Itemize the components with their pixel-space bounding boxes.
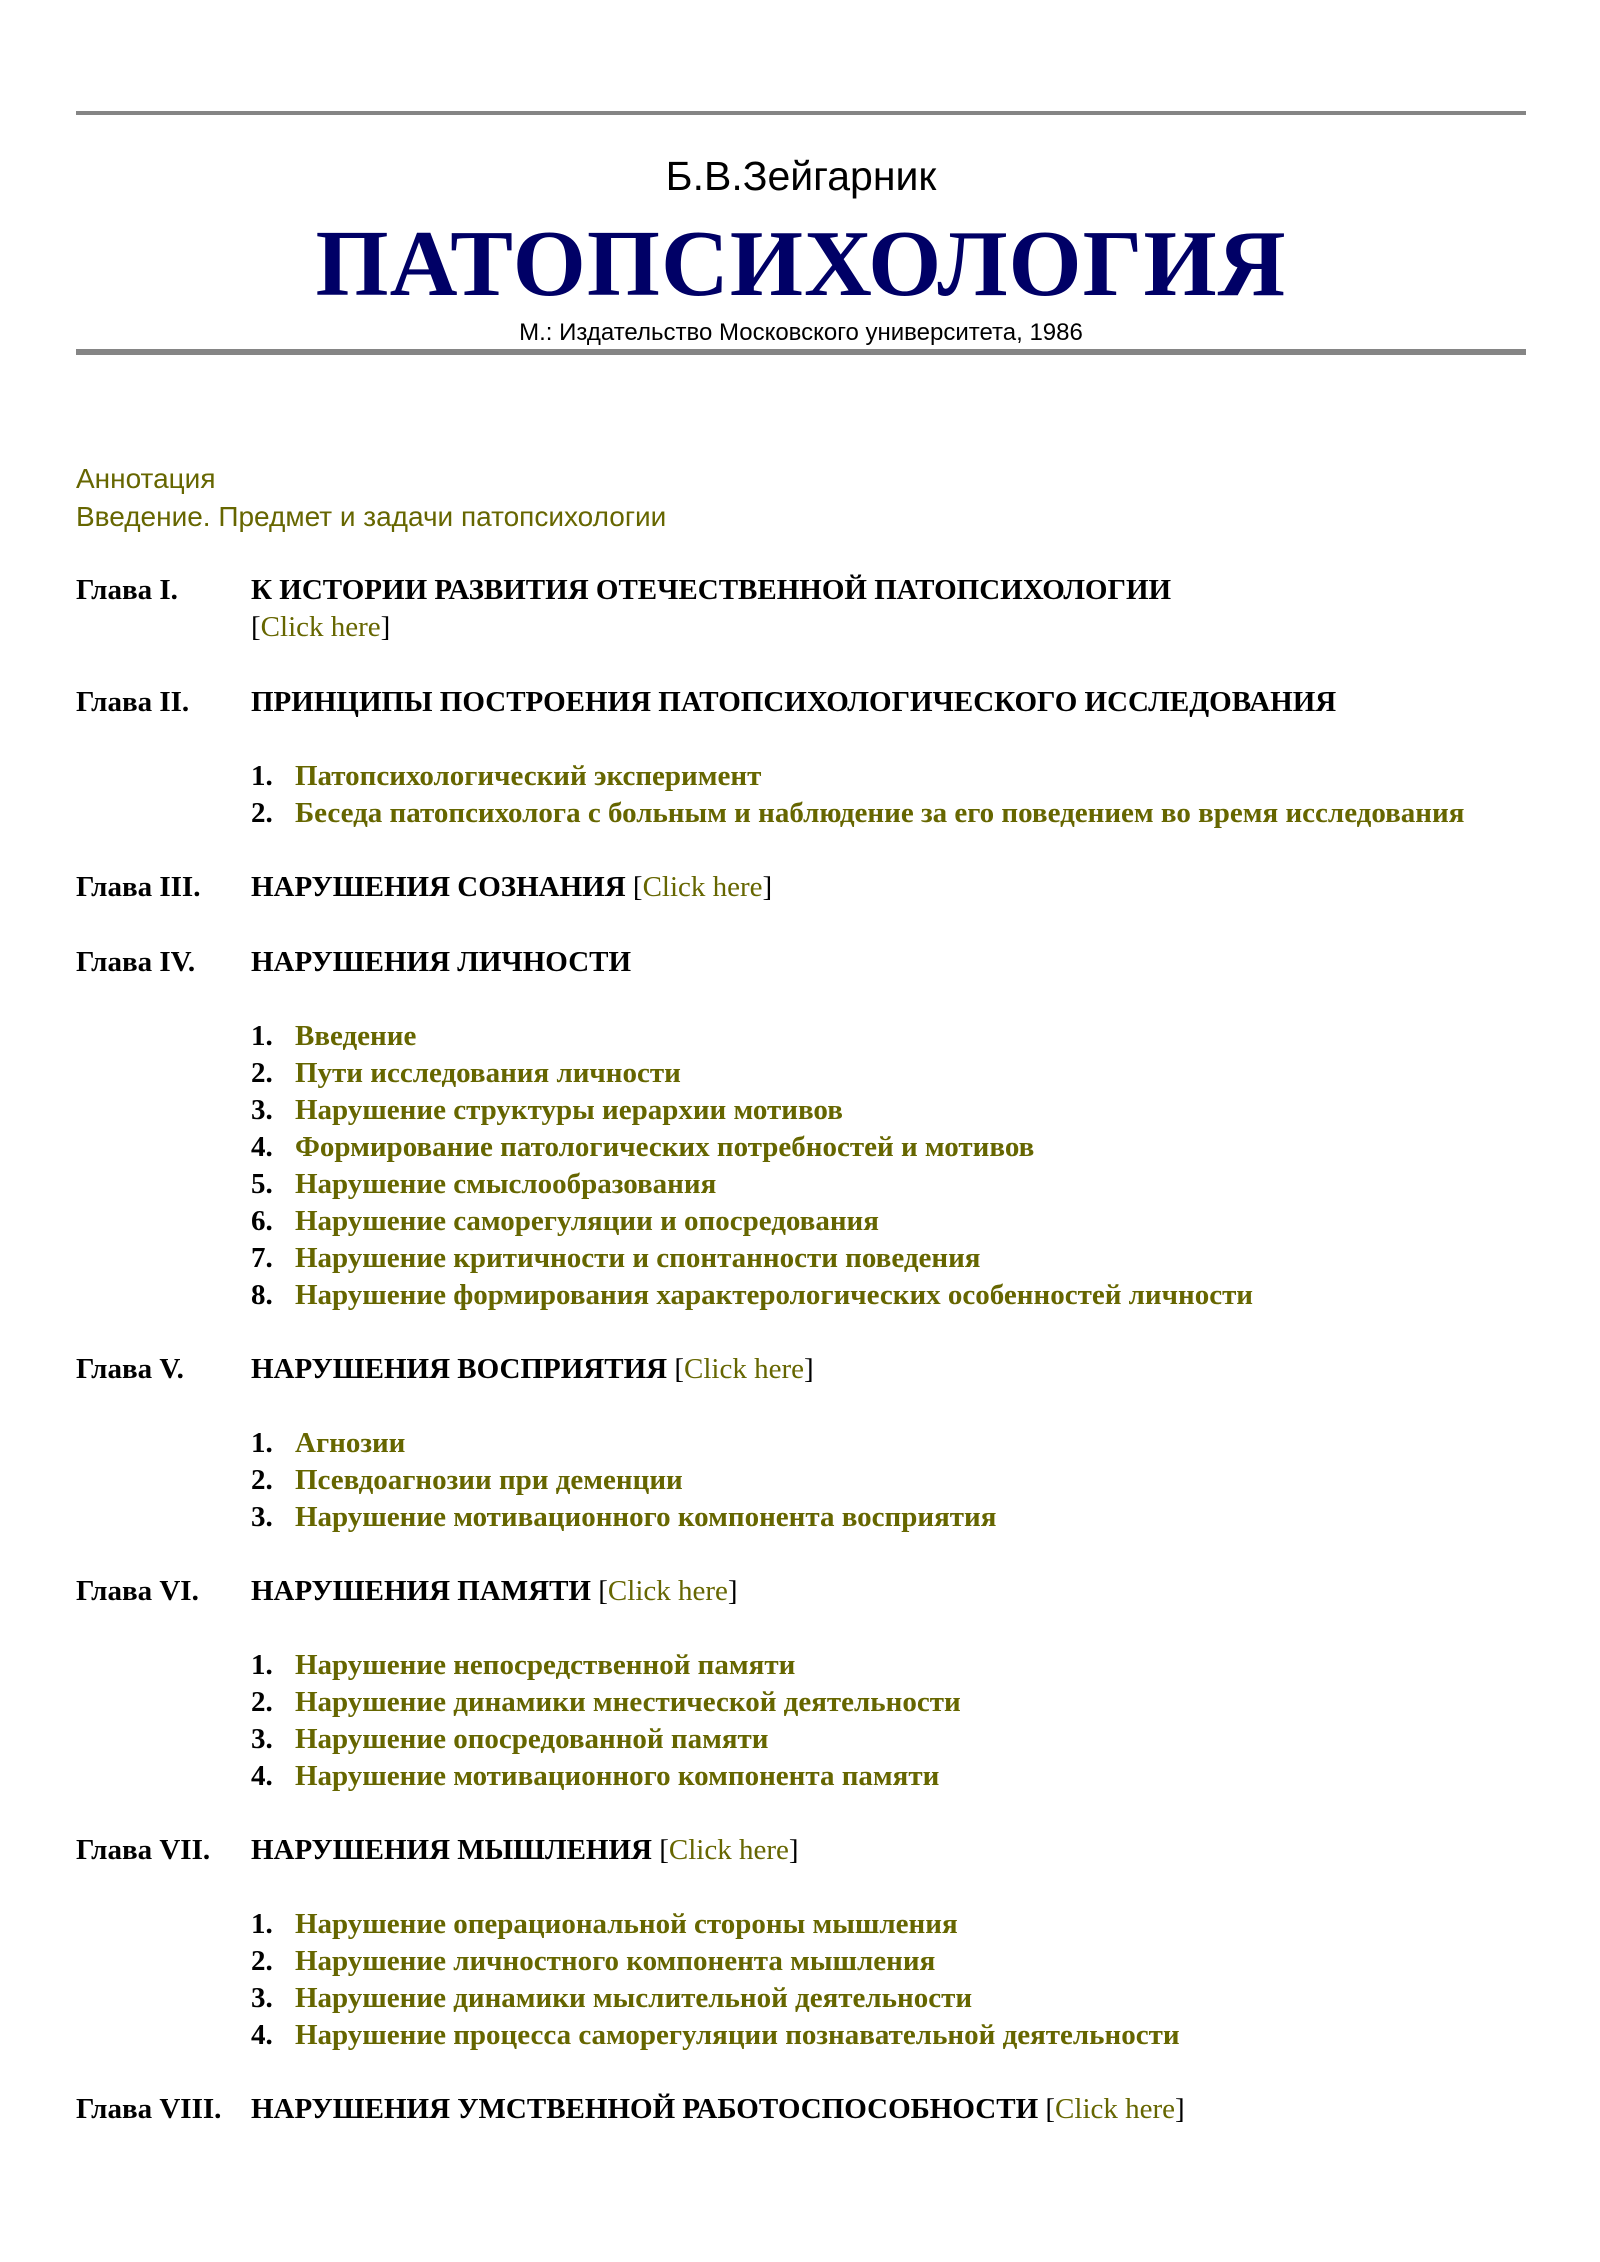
- chapter-number: Глава VII.: [76, 1834, 211, 1866]
- chapter-number: Глава III.: [76, 871, 201, 903]
- click-here-bracket: [Click here]: [1045, 2093, 1185, 2125]
- chapter-heading-row: [76, 572, 1526, 646]
- section-link[interactable]: Нарушение смыслообразования: [295, 1168, 717, 1200]
- chapter-title-cell: [251, 684, 1336, 721]
- section-link[interactable]: Нарушение непосредственной памяти: [295, 1649, 796, 1681]
- section-item: [76, 1277, 1526, 1314]
- section-link[interactable]: Нарушение структуры иерархии мотивов: [295, 1094, 843, 1126]
- section-item: [76, 758, 1526, 795]
- section-number: 4.: [251, 2019, 273, 2051]
- section-number: 6.: [251, 1205, 273, 1237]
- section-number: 3.: [251, 1094, 273, 1126]
- section-item: [76, 1462, 1526, 1499]
- chapter-title: НАРУШЕНИЯ ВОСПРИЯТИЯ: [251, 1353, 668, 1385]
- section-link[interactable]: Пути исследования личности: [295, 1057, 681, 1089]
- chapter-number: Глава IV.: [76, 946, 196, 978]
- section-number: 3.: [251, 1501, 273, 1533]
- chapter-number: Глава V.: [76, 1353, 184, 1385]
- book-title: ПАТОПСИХОЛОГИЯ: [315, 212, 1287, 316]
- chapter-heading-row: [76, 1832, 1526, 1869]
- click-here-bracket: [Click here]: [251, 611, 391, 643]
- section-number: 8.: [251, 1279, 273, 1311]
- chapter-title: НАРУШЕНИЯ ЛИЧНОСТИ: [251, 946, 632, 978]
- click-here-bracket: [Click here]: [674, 1353, 814, 1385]
- section-item: [76, 1425, 1526, 1462]
- chapter-title-cell: [251, 869, 772, 906]
- section-number: 7.: [251, 1242, 273, 1274]
- section-link[interactable]: Нарушение динамики мыслительной деятельности: [295, 1982, 973, 2014]
- section-number: 2.: [251, 1464, 273, 1496]
- chapter-block: [76, 572, 1526, 646]
- chapter-number: Глава I.: [76, 574, 178, 606]
- chapter-number: Глава VI.: [76, 1575, 199, 1607]
- chapter-title-cell: [251, 2091, 1185, 2128]
- section-link[interactable]: Нарушение мотивационного компонента памяти: [295, 1760, 940, 1792]
- section-list: [76, 758, 1526, 832]
- chapter-block: [76, 2091, 1526, 2128]
- click-here-bracket: [Click here]: [659, 1834, 799, 1866]
- top-divider: [76, 111, 1526, 115]
- chapter-block: [76, 869, 1526, 906]
- click-here-link[interactable]: Click here: [642, 871, 763, 903]
- click-here-bracket: [Click here]: [598, 1575, 738, 1607]
- section-item: [76, 1721, 1526, 1758]
- click-here-link[interactable]: Click here: [1055, 2093, 1176, 2125]
- chapter-number: Глава II.: [76, 686, 190, 718]
- section-number: 1.: [251, 1020, 273, 1052]
- publisher-line: М.: Издательство Московского университета, 1986: [519, 319, 1083, 346]
- section-item: [76, 1129, 1526, 1166]
- section-item: [76, 1018, 1526, 1055]
- section-link[interactable]: Нарушение динамики мнестической деятельности: [295, 1686, 961, 1718]
- chapter-block: [76, 944, 1526, 1314]
- section-number: 2.: [251, 1057, 273, 1089]
- section-item: [76, 1980, 1526, 2017]
- section-number: 4.: [251, 1760, 273, 1792]
- click-here-link[interactable]: Click here: [668, 1834, 789, 1866]
- section-link[interactable]: Нарушение личностного компонента мышления: [295, 1945, 936, 1977]
- section-item: [76, 2017, 1526, 2054]
- table-of-contents: [76, 572, 1526, 2128]
- section-link[interactable]: Нарушение процесса саморегуляции познавательной деятельности: [295, 2019, 1180, 2051]
- section-link[interactable]: Нарушение саморегуляции и опосредования: [295, 1205, 879, 1237]
- chapter-title-cell: [251, 1573, 738, 1610]
- section-number: 2.: [251, 1686, 273, 1718]
- section-item: [76, 1166, 1526, 1203]
- section-number: 1.: [251, 1649, 273, 1681]
- introduction-link[interactable]: Введение. Предмет и задачи патопсихологии: [76, 501, 667, 532]
- section-link[interactable]: Формирование патологических потребностей и мотивов: [295, 1131, 1035, 1163]
- section-number: 1.: [251, 1427, 273, 1459]
- section-number: 2.: [251, 797, 273, 829]
- chapter-title: НАРУШЕНИЯ УМСТВЕННОЙ РАБОТОСПОСОБНОСТИ: [251, 2093, 1039, 2125]
- section-number: 3.: [251, 1982, 273, 2014]
- section-item: [76, 1647, 1526, 1684]
- section-link[interactable]: Нарушение операциональной стороны мышления: [295, 1908, 958, 1940]
- chapter-block: [76, 684, 1526, 832]
- front-matter-links: [76, 460, 666, 536]
- section-link[interactable]: Введение: [295, 1020, 417, 1052]
- section-item: [76, 1943, 1526, 1980]
- section-link[interactable]: Нарушение формирования характерологических особенностей личности: [295, 1279, 1254, 1311]
- section-item: [76, 1499, 1526, 1536]
- chapter-block: [76, 1573, 1526, 1795]
- section-link[interactable]: Псевдоагнозии при деменции: [295, 1464, 683, 1496]
- chapter-title: ПРИНЦИПЫ ПОСТРОЕНИЯ ПАТОПСИХОЛОГИЧЕСКОГО ИССЛЕДОВАНИЯ: [251, 686, 1337, 718]
- section-number: 4.: [251, 1131, 273, 1163]
- section-item: [76, 1906, 1526, 1943]
- chapter-title: НАРУШЕНИЯ ПАМЯТИ: [251, 1575, 591, 1607]
- section-number: 1.: [251, 1908, 273, 1940]
- section-item: [76, 1203, 1526, 1240]
- section-list: [76, 1425, 1526, 1536]
- section-item: [76, 1684, 1526, 1721]
- section-link[interactable]: Беседа патопсихолога с больным и наблюдение за его поведением во время исследования: [295, 797, 1465, 829]
- section-link[interactable]: Патопсихологический эксперимент: [295, 760, 762, 792]
- section-list: [76, 1018, 1526, 1314]
- chapter-heading-row: [76, 869, 1526, 906]
- chapter-heading-row: [76, 2091, 1526, 2128]
- section-list: [76, 1647, 1526, 1795]
- annotation-link[interactable]: Аннотация: [76, 463, 216, 494]
- chapter-title: НАРУШЕНИЯ МЫШЛЕНИЯ: [251, 1834, 652, 1866]
- click-here-link[interactable]: Click here: [607, 1575, 728, 1607]
- section-item: [76, 1055, 1526, 1092]
- click-here-link[interactable]: Click here: [684, 1353, 804, 1385]
- section-item: [76, 1758, 1526, 1795]
- chapter-block: [76, 1832, 1526, 2054]
- chapter-title-cell: [251, 572, 1171, 646]
- section-link[interactable]: Нарушение мотивационного компонента восприятия: [295, 1501, 997, 1533]
- click-here-bracket: [Click here]: [632, 871, 773, 903]
- section-item: [76, 1092, 1526, 1129]
- chapter-heading-row: [76, 1351, 1526, 1388]
- chapter-title-cell: [251, 1832, 799, 1869]
- chapter-title: НАРУШЕНИЯ СОЗНАНИЯ: [251, 871, 626, 903]
- chapter-title-cell: [251, 1351, 814, 1388]
- section-number: 2.: [251, 1945, 273, 1977]
- chapter-heading-row: [76, 684, 1526, 721]
- section-number: 1.: [251, 760, 273, 792]
- section-list: [76, 1906, 1526, 2054]
- chapter-number: Глава VIII.: [76, 2093, 222, 2125]
- chapter-title: К ИСТОРИИ РАЗВИТИЯ ОТЕЧЕСТВЕННОЙ ПАТОПСИХОЛОГИИ: [251, 574, 1172, 606]
- section-link[interactable]: Нарушение критичности и спонтанности поведения: [295, 1242, 981, 1274]
- chapter-heading-row: [76, 1573, 1526, 1610]
- section-number: 5.: [251, 1168, 273, 1200]
- click-here-link[interactable]: Click here: [260, 611, 381, 643]
- section-item: [76, 795, 1526, 832]
- section-item: [76, 1240, 1526, 1277]
- author-name: Б.В.Зейгарник: [665, 153, 937, 199]
- chapter-block: [76, 1351, 1526, 1536]
- chapter-heading-row: [76, 944, 1526, 981]
- section-number: 3.: [251, 1723, 273, 1755]
- bottom-divider: [76, 349, 1526, 355]
- chapter-title-cell: [251, 944, 631, 981]
- section-link[interactable]: Нарушение опосредованной памяти: [295, 1723, 769, 1755]
- section-link[interactable]: Агнозии: [295, 1427, 406, 1459]
